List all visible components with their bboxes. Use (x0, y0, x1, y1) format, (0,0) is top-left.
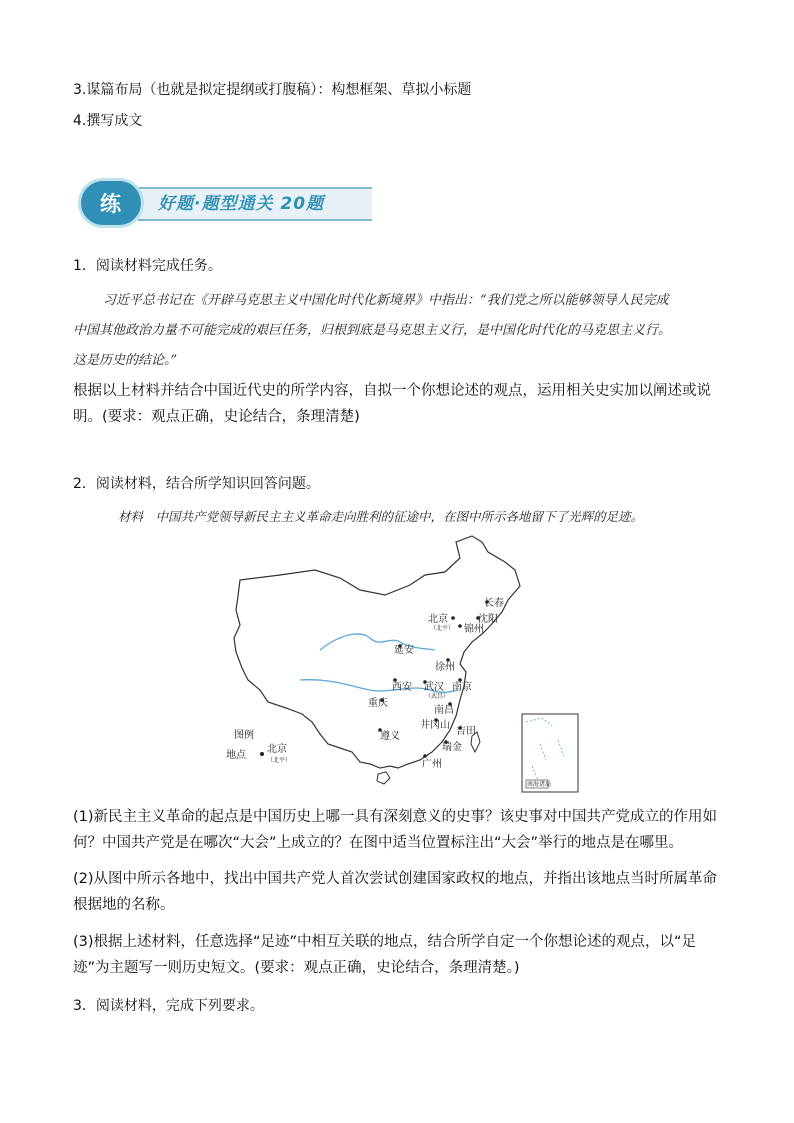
city-dot-jinzhou (458, 624, 462, 628)
map-label-xian: 西安 (392, 682, 412, 693)
section-banner (78, 178, 378, 230)
q2-subquestion-3: (3)根据上述材料，任意选择“足迹”中相互关联的地点，结合所学自定一个你想论述的观点，以“足迹”为主题写一则历史短文。(要求：观点正确，史论结合，条理清楚。) (73, 934, 697, 976)
city-dot-beijing (451, 616, 455, 620)
step-4: 4.撰写成文 (73, 113, 143, 129)
map-label-changchun: 长春 (484, 598, 504, 609)
map-label-zunyi: 遵义 (380, 731, 400, 742)
q1-quote-line-3: 这是历史的结论。” (73, 353, 178, 368)
map-label-yanan: 延安 (394, 645, 414, 656)
map-label-wuhan: 武汉 (424, 682, 444, 693)
city-dot-guangzhou (423, 754, 427, 758)
legend-dot (260, 752, 264, 756)
banner-badge: 练 (78, 178, 144, 228)
q2-subquestion-2: (2)从图中所示各地中，找出中国共产党人首次尝试创建国家政权的地点，并指出该地点当时所属革命根据地的名称。 (73, 871, 718, 913)
map-label-nanjing: 南京 (452, 682, 472, 693)
legend-note: （北平） (267, 757, 292, 764)
map-label-ruijin: 瑞金 (442, 742, 462, 753)
map-label-jitian: 吉田 (456, 726, 476, 737)
map-note-wuhan: （武昌） (425, 693, 450, 700)
hainan-island (377, 772, 390, 784)
q1-quote-line-2: 中国其他政治力量不可能完成的艰巨任务，归根到底是马克思主义行，是中国化时代化的马克思主义行。 (73, 323, 672, 338)
q1-intro: 1．阅读材料完成任务。 (73, 258, 222, 274)
map-label-jinzhou: 锦州 (464, 624, 484, 635)
map-label-chongqing: 重庆 (368, 698, 388, 709)
q2-intro: 2．阅读材料，结合所学知识回答问题。 (73, 476, 320, 492)
q3-intro: 3．阅读材料，完成下列要求。 (73, 998, 264, 1014)
legend-title: 图例 (234, 730, 254, 741)
step-3: 3.谋篇布局（也就是拟定提纲或打腹稿）：构想框架、草拟小标题 (73, 82, 472, 98)
map-legend (226, 728, 291, 764)
map-label-guangzhou: 广州 (422, 759, 442, 770)
map-label-xuzhou: 徐州 (435, 662, 455, 673)
map-label-nanchang: 南昌 (434, 705, 454, 716)
south-china-sea-inset (522, 714, 578, 792)
q1-task: 根据以上材料并结合中国近代史的所学内容，自拟一个你想论述的观点，运用相关史实加以阐述或说明。(要求：观点正确，史论结合，条理清楚) (73, 383, 711, 425)
inset-label: 南海诸岛 (527, 781, 552, 788)
banner-title: 好题·题型通关 20题 (158, 194, 325, 214)
map-label-jinggangshan: 井冈山 (420, 720, 450, 731)
q2-material: 材料 中国共产党领导新民主主义革命走向胜利的征途中，在图中所示各地留下了光辉的足迹。 (118, 509, 644, 524)
map-note-beijing: （北平） (430, 625, 455, 632)
map-label-shenyang: 沈阳 (478, 614, 498, 625)
map-label-beijing: 北京 (428, 614, 448, 625)
q1-quote-line-1: 习近平总书记在《开辟马克思主义中国化时代化新境界》中指出：“我们党之所以能够领导人民完成 (103, 293, 669, 308)
q2-subquestion-1: (1)新民主主义革命的起点是中国历史上哪一具有深刻意义的史事？该史事对中国共产党成立的作用如何？中国共产党是在哪次“大会”上成立的？在图中适当位置标注出“大会”举行的地点是在哪里。 (73, 809, 718, 851)
legend-item: 地点 (226, 750, 246, 761)
china-map (220, 530, 720, 798)
legend-city: 北京 (267, 744, 287, 755)
